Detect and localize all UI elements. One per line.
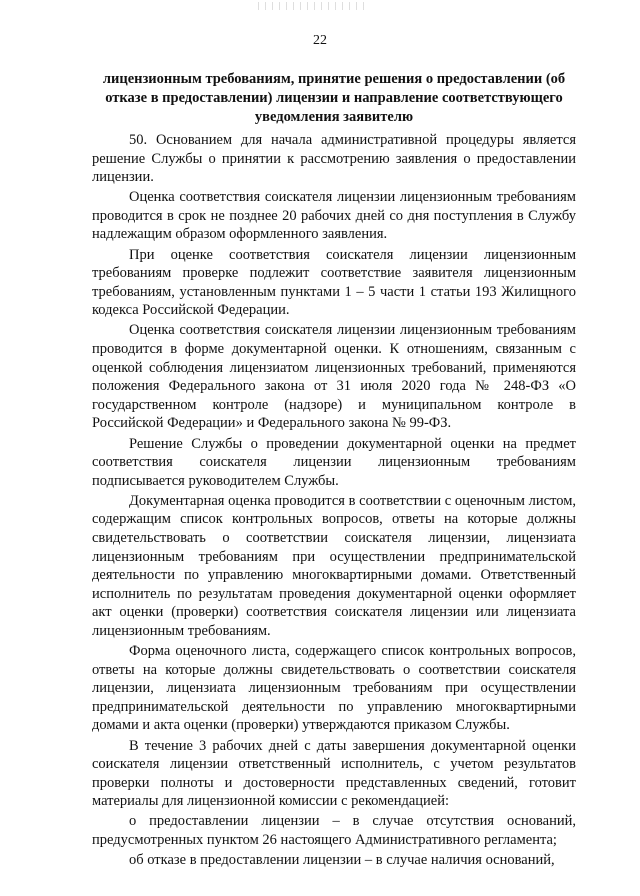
document-body xyxy=(92,131,576,871)
paragraph-recommend-refuse: об отказе в предоставлении лицензии – в случае наличия оснований, xyxy=(129,852,555,869)
paragraph-50: 50. Основанием для начала административной процедуры является решение Службы о принятии к рассмотрению заявления о предоставлении лицензии. xyxy=(92,132,576,186)
paragraph-recommend-grant: о предоставлении лицензии – в случае отсутствия оснований, предусмотренных пунктом 26 настоящего Административного регламента; xyxy=(92,813,576,848)
heading-line-3: уведомления заявителю xyxy=(254,109,414,125)
page-number: 22 xyxy=(313,33,327,48)
paragraph-form-approval: Форма оценочного листа, содержащего список контрольных вопросов, ответы на которые должны свидетельствовать о соответствии соискателя лицензии, лицензиата лицензионным требованиям при осуществлении предпринимательской деятельности по управлению многоквартирными домами и акта оценки (проверки) утверждаются приказом Службы. xyxy=(92,643,576,734)
heading-line-1: лицензионным требованиям, принятие решения о предоставлении (об xyxy=(102,71,566,87)
paragraph-assessment-deadline: Оценка соответствия соискателя лицензии лицензионным требованиям проводится в срок не позднее 20 рабочих дней со дня поступления в Службу надлежащим образом оформленного заявления. xyxy=(92,189,576,243)
scan-artifact xyxy=(258,2,368,10)
section-heading xyxy=(92,70,576,127)
paragraph-assessment-scope: При оценке соответствия соискателя лицензии лицензионным требованиям проверке подлежит соответствие заявителя лицензионным требованиям, установленным пунктами 1 – 5 части 1 статьи 193 Жилищного кодекса Российской Федерации. xyxy=(92,246,576,319)
paragraph-documentary-assessment: Оценка соответствия соискателя лицензии лицензионным требованиям проводится в форме документарной оценки. К отношениям, связанным с оценкой соблюдения лицензиатом лицензионных требований, применяются положения Федерального закона от 31 июля 2020 года № 248-ФЗ «О государственном контроле (надзоре) и муниципальном контроле в Российской Федерации» и Федерального закона № 99-ФЗ. xyxy=(92,322,576,432)
heading-line-2: отказе в предоставлении) лицензии и направление соответствующего xyxy=(105,90,563,106)
paragraph-commission-materials: В течение 3 рабочих дней с даты завершения документарной оценки соискателя лицензии ответственный исполнитель, с учетом результатов проверки полноты и достоверности представленных сведений, готовит материалы для лицензионной комиссии с рекомендацией: xyxy=(92,737,576,810)
paragraph-evaluation-sheet: Документарная оценка проводится в соответствии с оценочным листом, содержащим список контрольных вопросов, ответы на которые должны свидетельствовать о соответствии соискателя лицензии, лицензиата лицензионным требованиям при осуществлении предпринимательской деятельности по управлению многоквартирными домами. Ответственный исполнитель по результатам проведения документарной оценки оформляет акт оценки (проверки) соответствия соискателя лицензии или лицензиата лицензионным требованиям. xyxy=(92,492,576,639)
paragraph-decision-signing: Решение Службы о проведении документарной оценки на предмет соответствия соискателя лицензии лицензионным требованиям подписывается руководителем Службы. xyxy=(92,435,576,489)
